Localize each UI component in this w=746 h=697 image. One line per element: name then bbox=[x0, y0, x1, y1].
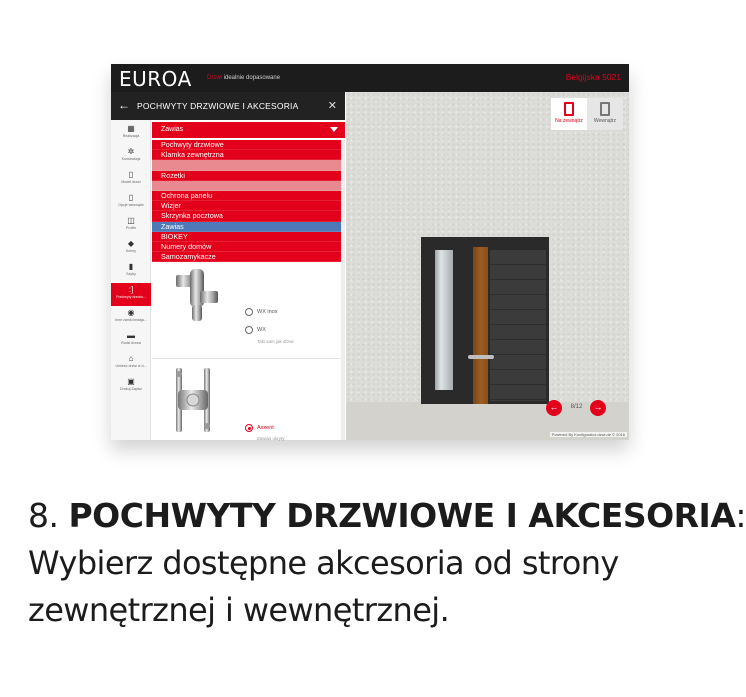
caption-line-2: Wybierz dostępne akcesoria od strony bbox=[28, 544, 619, 582]
view-inside-label: Wewnątrz bbox=[593, 118, 617, 124]
profile-icon: ◫ bbox=[127, 216, 135, 225]
door-model-name: Belgijska 5021 bbox=[565, 72, 621, 82]
sidebar-item-label: Model drzwi bbox=[121, 180, 141, 184]
view-toggle bbox=[551, 98, 623, 130]
sidebar-item-label: Kolory bbox=[125, 249, 137, 253]
category-select[interactable] bbox=[152, 122, 345, 138]
config-panel bbox=[111, 92, 345, 440]
option-radio-wx[interactable] bbox=[245, 326, 253, 334]
paint-icon: ◆ bbox=[127, 239, 135, 248]
close-icon[interactable]: ✕ bbox=[327, 100, 337, 112]
door-inside-icon bbox=[600, 102, 610, 116]
door-handle bbox=[468, 355, 494, 359]
prev-button[interactable]: ← bbox=[546, 400, 562, 416]
sidebar-item-label: Opcje wewnątrz bbox=[118, 203, 144, 207]
category-select-value: Zawias bbox=[161, 126, 184, 133]
tagline bbox=[207, 75, 280, 81]
grid-icon: ▦ bbox=[127, 124, 135, 133]
divider bbox=[152, 358, 345, 359]
pager bbox=[546, 400, 606, 416]
sidebar-item-2[interactable] bbox=[111, 168, 151, 191]
sidebar-item-label: Realizacja bbox=[122, 134, 140, 138]
briefcase-icon: ▣ bbox=[127, 377, 135, 386]
door-outside-icon bbox=[564, 102, 574, 116]
sidebar-item-label: Inne zamki instaja... bbox=[115, 318, 147, 322]
sidebar-item-0[interactable] bbox=[111, 122, 151, 145]
tagline-rest: idealnie dopasowane bbox=[223, 75, 281, 81]
top-bar bbox=[111, 64, 629, 92]
next-button[interactable]: → bbox=[590, 400, 606, 416]
logo: EUROA bbox=[119, 67, 192, 91]
caption-colon: : bbox=[735, 496, 746, 535]
powered-by: Powered By Konfigurator-dzwi.de © 2016 bbox=[551, 432, 625, 437]
sidebar-item-10[interactable] bbox=[111, 352, 151, 375]
sidebar-item-8[interactable] bbox=[111, 306, 151, 329]
sidebar-item-3[interactable] bbox=[111, 191, 151, 214]
option-note: Zawias ukryty bbox=[257, 436, 285, 441]
sidebar-item-label: Pochwyty drzwio... bbox=[116, 295, 146, 299]
view-outside-label: Na zewnątrz bbox=[555, 118, 583, 124]
dropdown-option[interactable] bbox=[152, 181, 345, 191]
panel-content bbox=[152, 120, 345, 440]
door-preview bbox=[346, 92, 629, 440]
caption bbox=[28, 496, 746, 633]
glass-icon: ▮ bbox=[128, 262, 134, 271]
option-label-axxent: Axxent bbox=[257, 425, 274, 431]
hinge-wx-image bbox=[174, 265, 219, 325]
sidebar-item-5[interactable] bbox=[111, 237, 151, 260]
dropdown-option[interactable]: Klamka zewnętrzna bbox=[152, 150, 345, 160]
dropdown-option[interactable]: Ochrona panelu bbox=[152, 191, 345, 201]
option-radio-axxent[interactable] bbox=[245, 424, 253, 432]
app-screenshot bbox=[111, 64, 629, 440]
dropdown-option[interactable]: BIOKEY bbox=[152, 232, 345, 242]
panel-scrollbar[interactable] bbox=[341, 140, 345, 440]
sidebar-item-9[interactable] bbox=[111, 329, 151, 352]
caption-heading bbox=[28, 496, 746, 535]
handle-icon: :] bbox=[128, 285, 134, 294]
dropdown-option[interactable]: Wizjer bbox=[152, 201, 345, 211]
sidebar-item-4[interactable] bbox=[111, 214, 151, 237]
house-icon: ⌂ bbox=[128, 354, 134, 363]
dropdown-option[interactable]: Numery domów bbox=[152, 242, 345, 252]
sidebar-item-label: Profile bbox=[125, 226, 137, 230]
option-label-wx: WX bbox=[257, 327, 266, 333]
sidebar-item-label: Umieść drzwi w d... bbox=[115, 364, 147, 368]
door-inside-icon: ▯ bbox=[128, 193, 134, 202]
dropdown-option[interactable]: Zawias bbox=[152, 222, 345, 232]
dropdown-option[interactable]: Skrzynka pocztowa bbox=[152, 211, 345, 221]
step-nav bbox=[111, 120, 151, 440]
page-counter: 8/12 bbox=[570, 404, 583, 410]
lock-icon: ◉ bbox=[127, 308, 135, 317]
layers-icon: ▬ bbox=[127, 331, 135, 340]
caption-bold: POCHWYTY DRZWIOWE I AKCESORIA bbox=[68, 496, 736, 535]
door-wood-strip bbox=[473, 247, 488, 404]
dropdown-option[interactable]: Rozetki bbox=[152, 171, 345, 181]
view-outside-button[interactable] bbox=[551, 98, 587, 130]
option-note: Taki sam jak drzwi bbox=[257, 339, 294, 344]
gear-icon: ✲ bbox=[127, 147, 135, 156]
caption-number: 8. bbox=[28, 496, 59, 535]
dropdown-option[interactable] bbox=[152, 160, 345, 170]
category-dropdown-list bbox=[152, 140, 345, 262]
sidebar-item-label: Szyby bbox=[126, 272, 136, 276]
sidebar-item-label: Drukuj Zapisz bbox=[120, 387, 142, 391]
panel-title: POCHWYTY DRZWIOWE I AKCESORIA bbox=[137, 101, 299, 111]
dropdown-option[interactable]: Samozamykacze bbox=[152, 252, 345, 262]
tagline-red: Drzwi bbox=[207, 75, 222, 81]
door-leaf bbox=[490, 250, 546, 401]
chevron-down-icon bbox=[330, 127, 338, 132]
hinge-axxent-image bbox=[168, 366, 218, 434]
sidebar-item-1[interactable] bbox=[111, 145, 151, 168]
sidebar-item-6[interactable] bbox=[111, 260, 151, 283]
door-glass-panel bbox=[435, 250, 453, 390]
door-icon: ▯ bbox=[128, 170, 134, 179]
sidebar-item-7[interactable] bbox=[111, 283, 151, 306]
sidebar-item-11[interactable] bbox=[111, 375, 151, 398]
view-inside-button[interactable] bbox=[587, 98, 623, 130]
dropdown-option[interactable]: Pochwyty drzwiowe bbox=[152, 140, 345, 150]
arrow-left-icon[interactable]: ← bbox=[118, 98, 130, 112]
sidebar-item-label: Rodzi drzwa bbox=[121, 341, 141, 345]
panel-header bbox=[111, 92, 345, 120]
option-label-wx-inox: WX inox bbox=[257, 309, 278, 315]
sidebar-item-label: Konstrukcja bbox=[121, 157, 141, 161]
caption-line-3: zewnętrznej i wewnętrznej. bbox=[28, 591, 450, 629]
option-radio-wx-inox[interactable] bbox=[245, 308, 253, 316]
